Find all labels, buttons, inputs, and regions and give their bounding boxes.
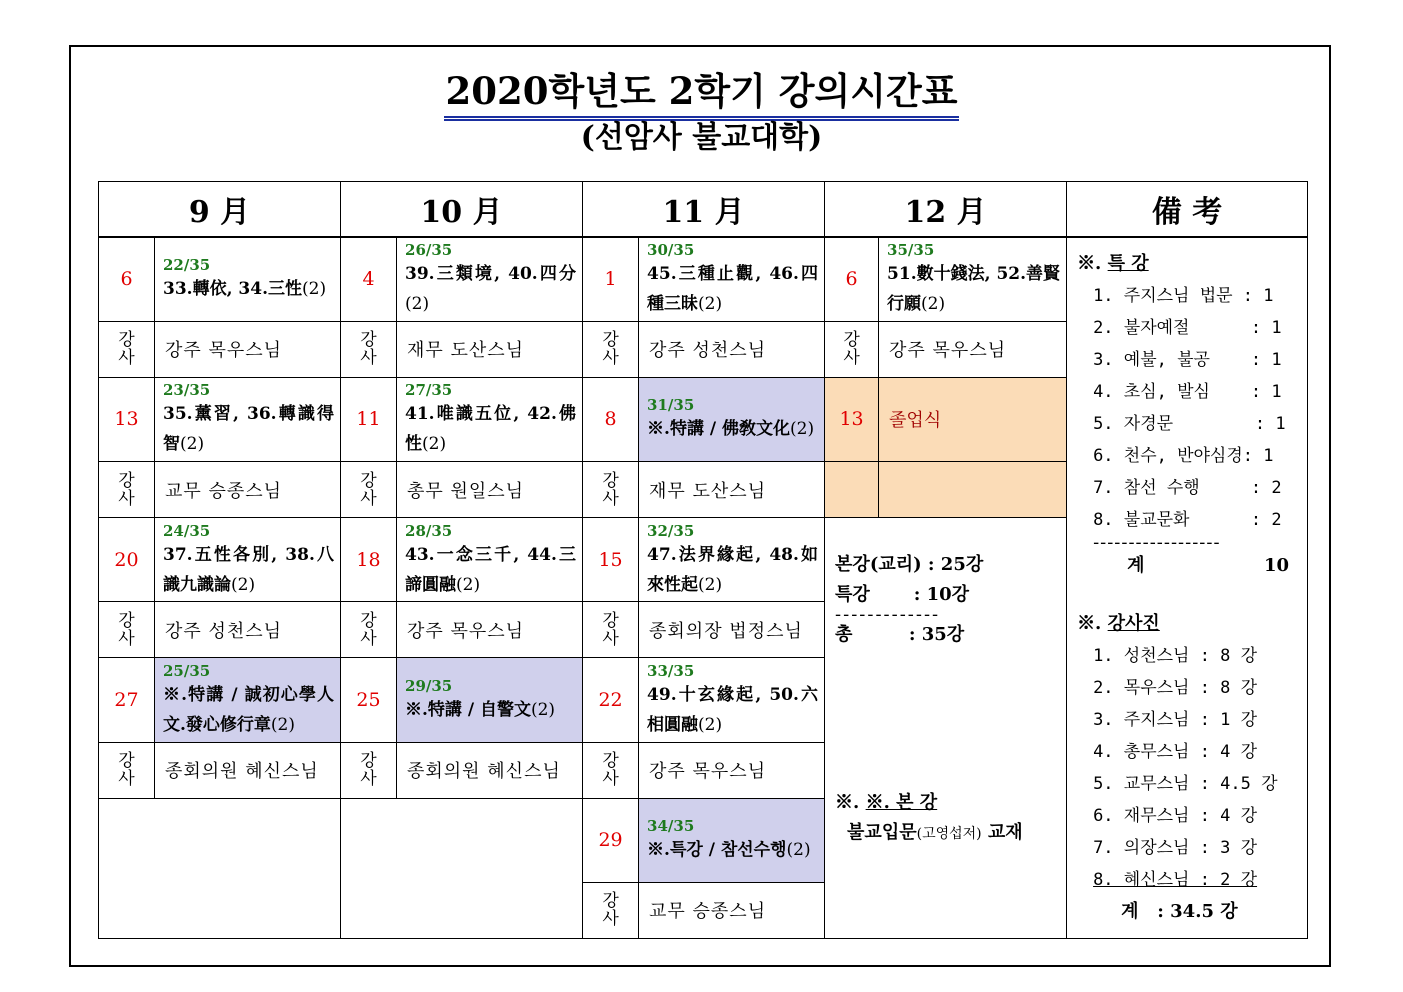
day-cell: 8 <box>583 377 639 461</box>
header-notes: 備 考 <box>1067 182 1308 238</box>
staff-item: 7. 의장스님 : 3 강 <box>1093 838 1258 859</box>
teacher-cell: 재무 도산스님 <box>397 321 583 377</box>
lecture-num: (2) <box>698 574 723 595</box>
lecture-num: (2) <box>270 714 296 735</box>
lecture-num: (2) <box>180 434 205 455</box>
gangsa-label: 강 사 <box>341 742 397 798</box>
lecture-cell <box>397 658 583 742</box>
staff-item: 4. 총무스님 : 4 강 <box>1093 742 1258 763</box>
lecture-cell <box>155 518 341 602</box>
lecture-title: 47.法界緣起, 48.如來性起 <box>647 544 819 595</box>
lecture-num: (2) <box>786 840 811 861</box>
divider: ------------------ <box>1093 532 1221 554</box>
gangsa-label: 강 사 <box>583 742 639 798</box>
lecture-cell <box>639 237 825 321</box>
header-december: 12 月 <box>825 182 1067 238</box>
day-cell: 11 <box>341 377 397 461</box>
lecture-num: (2) <box>790 419 815 440</box>
lecture-cell <box>397 518 583 602</box>
lecture-cell <box>639 377 825 461</box>
gangsa-label: 강 사 <box>583 882 639 938</box>
lecture-num: (2) <box>405 294 430 315</box>
lecture-cell <box>639 658 825 742</box>
lecture-num: (2) <box>698 294 723 315</box>
lecture-count: 29/35 <box>405 676 453 695</box>
bonkang-heading: ※. ※. 본 강 <box>835 792 938 814</box>
lecture-title: 43.一念三千, 44.三諦圓融 <box>405 544 577 595</box>
special-item: 8. 불교문화 : 2 <box>1093 510 1282 531</box>
lecture-cell <box>639 518 825 602</box>
empty-cell <box>341 798 583 938</box>
staff-item: 2. 목우스님 : 8 강 <box>1093 678 1258 699</box>
lecture-title: ※.특강 / 참선수행 <box>647 840 787 861</box>
teacher-cell: 교무 승종스님 <box>155 462 341 518</box>
teacher-cell: 강주 목우스님 <box>639 742 825 798</box>
page-title: 2020학년도 2학기 강의시간표 <box>0 68 1403 121</box>
summary-line: 특강 : 10강 <box>835 584 970 606</box>
lecture-num: (2) <box>302 279 327 300</box>
lecture-cell <box>397 237 583 321</box>
lecture-count: 27/35 <box>405 381 453 400</box>
lecture-title: ※.特講 / 誠初心學人文.發心修行章 <box>163 684 335 735</box>
lecture-title: 51.數十錢法, 52.善賢行願 <box>887 264 1061 315</box>
gangsa-label: 강 사 <box>341 462 397 518</box>
lecture-count: 28/35 <box>405 521 453 540</box>
gangsa-label: 강 사 <box>341 602 397 658</box>
day-cell: 15 <box>583 518 639 602</box>
graduation-cell: 졸업식 <box>879 377 1067 461</box>
header-november: 11 月 <box>583 182 825 238</box>
lecture-count: 32/35 <box>647 521 695 540</box>
lecture-count: 26/35 <box>405 241 453 260</box>
lecture-count: 22/35 <box>163 256 211 275</box>
teacher-cell: 강주 목우스님 <box>155 321 341 377</box>
special-item: 6. 천수, 반야심경: 1 <box>1093 446 1274 467</box>
special-lecture-heading: ※. 특 강 <box>1077 253 1149 275</box>
day-cell: 6 <box>99 237 155 321</box>
teacher-cell: 종회의원 혜신스님 <box>155 742 341 798</box>
day-cell: 22 <box>583 658 639 742</box>
summary-line: 총 : 35강 <box>835 624 965 646</box>
staff-item: 5. 교무스님 : 4.5 강 <box>1093 774 1278 795</box>
staff-item: 6. 재무스님 : 4 강 <box>1093 806 1258 827</box>
page-subtitle: (선암사 불교대학) <box>580 120 823 155</box>
gangsa-label: 강 사 <box>99 462 155 518</box>
graduation-blank <box>879 462 1067 518</box>
teacher-cell: 강주 목우스님 <box>879 321 1067 377</box>
lecture-cell <box>155 237 341 321</box>
special-item: 3. 예불, 불공 : 1 <box>1093 350 1282 371</box>
day-cell: 13 <box>99 377 155 461</box>
day-cell: 29 <box>583 798 639 882</box>
lecture-count: 25/35 <box>163 661 211 680</box>
summary-cell <box>825 518 1067 939</box>
empty-cell <box>99 798 341 938</box>
lecture-title: 45.三種止觀, 46.四種三昧 <box>647 264 819 315</box>
lecture-count: 33/35 <box>647 661 695 680</box>
lecture-num: (2) <box>530 699 556 720</box>
special-item: 5. 자경문 : 1 <box>1093 414 1286 435</box>
lecture-cell <box>397 377 583 461</box>
lecture-title: 35.薰習, 36.轉識得智 <box>163 404 335 455</box>
day-cell: 18 <box>341 518 397 602</box>
notes-cell <box>1067 237 1308 938</box>
lecture-num: (2) <box>921 294 946 315</box>
gangsa-label: 강 사 <box>341 321 397 377</box>
special-item: 2. 불자예절 : 1 <box>1093 318 1282 339</box>
lecture-num: (2) <box>231 574 256 595</box>
lecture-title: ※.特講 / 自警文 <box>405 699 531 720</box>
bonkang-text: 불교입문(고영섭저) 교재 <box>847 822 1023 844</box>
staff-heading: ※. 강사진 <box>1077 613 1160 635</box>
header-october: 10 月 <box>341 182 583 238</box>
lecture-num: (2) <box>456 574 481 595</box>
lecture-title: 33.轉依, 34.三性 <box>163 279 302 300</box>
gangsa-label: 강 사 <box>99 321 155 377</box>
teacher-cell: 재무 도산스님 <box>639 462 825 518</box>
special-item: 1. 주지스님 법문 : 1 <box>1093 286 1274 307</box>
day-cell: 4 <box>341 237 397 321</box>
lecture-title: 39.三類境, 40.四分 <box>405 264 577 285</box>
lecture-num: (2) <box>422 434 447 455</box>
lecture-cell <box>155 377 341 461</box>
lecture-cell <box>639 798 825 882</box>
gangsa-label: 강 사 <box>99 602 155 658</box>
day-cell: 25 <box>341 658 397 742</box>
lecture-count: 23/35 <box>163 381 211 400</box>
teacher-cell: 총무 원일스님 <box>397 462 583 518</box>
lecture-count: 34/35 <box>647 817 695 836</box>
lecture-count: 35/35 <box>887 241 935 260</box>
teacher-cell: 강주 목우스님 <box>397 602 583 658</box>
day-cell: 1 <box>583 237 639 321</box>
staff-item: 1. 성천스님 : 8 강 <box>1093 646 1258 667</box>
lecture-cell <box>879 237 1067 321</box>
special-item: 4. 초심, 발심 : 1 <box>1093 382 1282 403</box>
gangsa-label: 강 사 <box>583 462 639 518</box>
lecture-count: 30/35 <box>647 241 695 260</box>
day-cell: 27 <box>99 658 155 742</box>
teacher-cell: 종회의원 혜신스님 <box>397 742 583 798</box>
special-total: 계 10 <box>1127 555 1290 577</box>
schedule-table <box>98 181 1308 939</box>
lecture-title: 49.十玄緣起, 50.六相圓融 <box>647 684 819 735</box>
graduation-blank <box>825 462 879 518</box>
staff-item: 8. 혜신스님 : 2 강 <box>1093 870 1258 891</box>
teacher-cell: 강주 성천스님 <box>639 321 825 377</box>
lecture-title: 37.五性各別, 38.八識九識論 <box>163 544 335 595</box>
gangsa-label: 강 사 <box>825 321 879 377</box>
teacher-cell: 교무 승종스님 <box>639 882 825 938</box>
special-item: 7. 참선 수행 : 2 <box>1093 478 1282 499</box>
lecture-cell <box>155 658 341 742</box>
teacher-cell: 강주 성천스님 <box>155 602 341 658</box>
lecture-title: ※.特講 / 佛敎文化 <box>647 419 790 440</box>
summary-line: 본강(교리) : 25강 <box>835 554 984 576</box>
staff-item: 3. 주지스님 : 1 강 <box>1093 710 1258 731</box>
staff-total: 계 : 34.5 강 <box>1121 901 1238 923</box>
lecture-count: 24/35 <box>163 521 211 540</box>
day-cell: 13 <box>825 377 879 461</box>
gangsa-label: 강 사 <box>583 602 639 658</box>
header-september: 9 月 <box>99 182 341 238</box>
gangsa-label: 강 사 <box>99 742 155 798</box>
teacher-cell: 종회의장 법정스님 <box>639 602 825 658</box>
gangsa-label: 강 사 <box>583 321 639 377</box>
day-cell: 20 <box>99 518 155 602</box>
lecture-count: 31/35 <box>647 396 695 415</box>
lecture-num: (2) <box>698 714 723 735</box>
lecture-title: 41.唯識五位, 42.佛性 <box>405 404 577 455</box>
divider: ------------- <box>835 604 941 626</box>
day-cell: 6 <box>825 237 879 321</box>
